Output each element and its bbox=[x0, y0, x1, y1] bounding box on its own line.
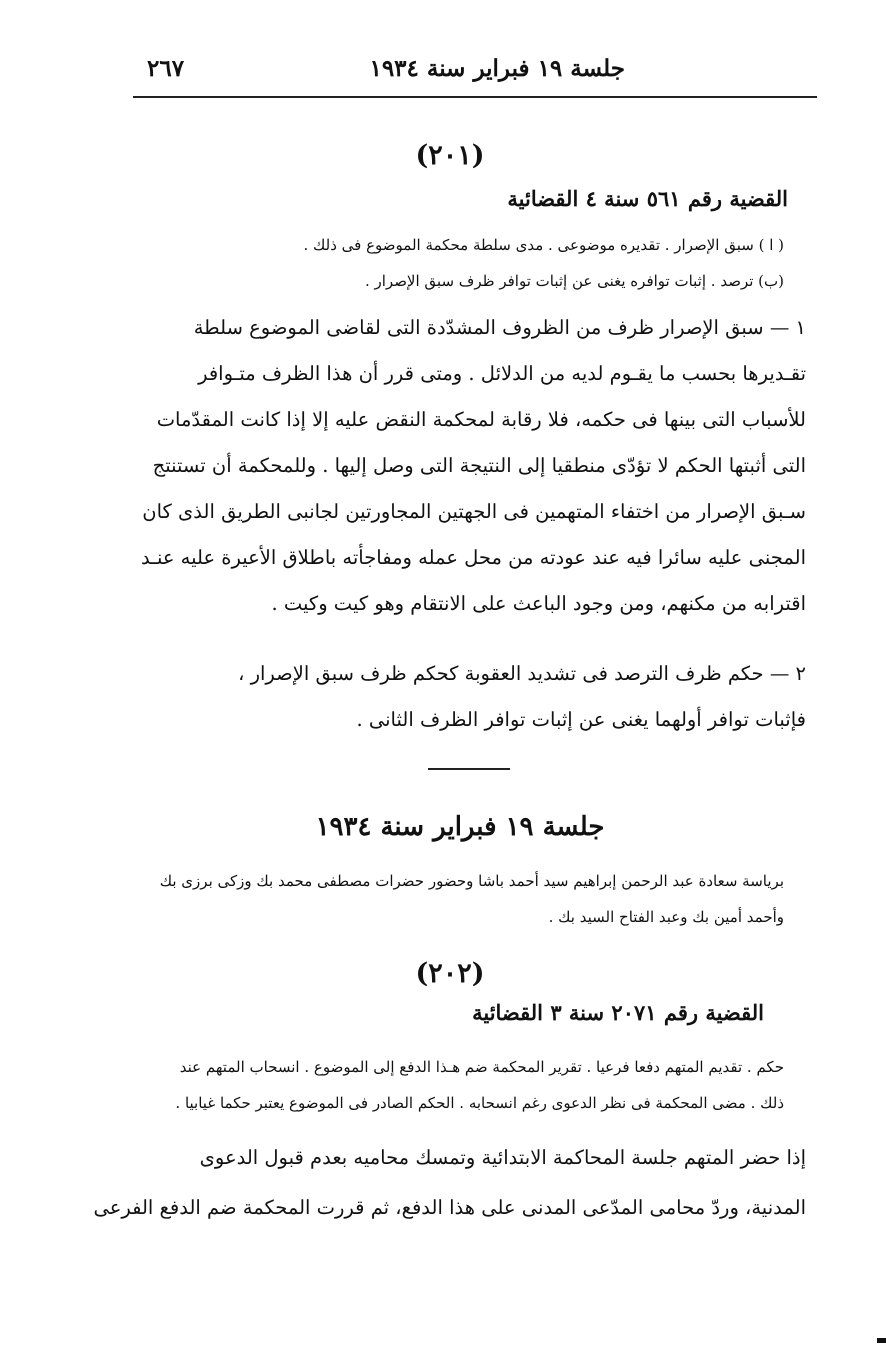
paragraph-line: المدنية، وردّ محامى المدّعى المدنى على هذا الدفع، ثم قررت المحكمة ضم الدفع الفرعى bbox=[93, 1196, 806, 1219]
paragraph-line: إذا حضر المتهم جلسة المحاكمة الابتدائية وتمسك محاميه بعدم قبول الدعوى bbox=[199, 1146, 806, 1169]
case-number: (٢٠١) bbox=[415, 140, 485, 171]
running-header bbox=[135, 55, 815, 91]
headnote: (ب) ترصد . إثبات توافره يغنى عن إثبات توافر ظرف سبق الإصرار . bbox=[364, 272, 784, 290]
paragraph-line: سـبق الإصرار من اختفاء المتهمين فى الجهتين المجاورتين لجانبى الطريق الذى كان bbox=[142, 500, 806, 523]
case-number: (٢٠٢) bbox=[415, 958, 485, 989]
paragraph-line: ٢ — حكم ظرف الترصد فى تشديد العقوبة كحكم ظرف سبق الإصرار ، bbox=[238, 662, 806, 685]
header-rule bbox=[133, 96, 817, 98]
paragraph-line: المجنى عليه سائرا فيه عند عودته من محل عمله ومفاجأته باطلاق الأعيرة عليه عنـد bbox=[141, 546, 806, 569]
page-number: ٢٦٧ bbox=[147, 55, 185, 82]
headnote: ذلك . مضى المحكمة فى نظر الدعوى رغم انسحابه . الحكم الصادر فى الموضوع يعتبر حكما غيابيا . bbox=[175, 1094, 784, 1112]
section-divider bbox=[428, 768, 510, 770]
headnote: حكم . تقديم المتهم دفعا فرعيا . تقرير المحكمة ضم هـذا الدفع إلى الموضوع . انسحاب المتهم عند bbox=[179, 1058, 784, 1076]
presiding-line: وأحمد أمين بك وعبد الفتاح السيد بك . bbox=[548, 908, 784, 926]
header-title: جلسة ١٩ فبراير سنة ١٩٣٤ bbox=[369, 55, 625, 82]
case-line: القضية رقم ٢٠٧١ سنة ٣ القضائية bbox=[472, 1000, 764, 1025]
presiding-line: برياسة سعادة عبد الرحمن إبراهيم سيد أحمد باشا وحضور حضرات مصطفى محمد بك وزكى برزى بك bbox=[159, 872, 784, 890]
session-title: جلسة ١٩ فبراير سنة ١٩٣٤ bbox=[315, 812, 605, 842]
margin-mark bbox=[877, 1338, 886, 1343]
headnote: ( ا ) سبق الإصرار . تقديره موضوعى . مدى سلطة محكمة الموضوع فى ذلك . bbox=[303, 236, 784, 254]
paragraph-line: ١ — سبق الإصرار ظرف من الظروف المشدّدة التى لقاضى الموضوع سلطة bbox=[193, 316, 806, 339]
paragraph-line: اقترابه من مكنهم، ومن وجود الباعث على الانتقام وهو كيت وكيت . bbox=[271, 592, 806, 615]
paragraph-line: التى أثبتها الحكم لا تؤدّى منطقيا إلى النتيجة التى وصل إليها . وللمحكمة أن تستنتج bbox=[152, 454, 806, 477]
paragraph-line: فإثبات توافر أولهما يغنى عن إثبات توافر الظرف الثانى . bbox=[356, 708, 806, 731]
paragraph-line: تقـديرها بحسب ما يقـوم لديه من الدلائل . ومتى قرر أن هذا الظرف متـوافر bbox=[198, 362, 806, 385]
case-line: القضية رقم ٥٦١ سنة ٤ القضائية bbox=[507, 186, 788, 211]
paragraph-line: للأسباب التى بينها فى حكمه، فلا رقابة لمحكمة النقض عليه إلا إذا كانت المقدّمات bbox=[156, 408, 806, 431]
